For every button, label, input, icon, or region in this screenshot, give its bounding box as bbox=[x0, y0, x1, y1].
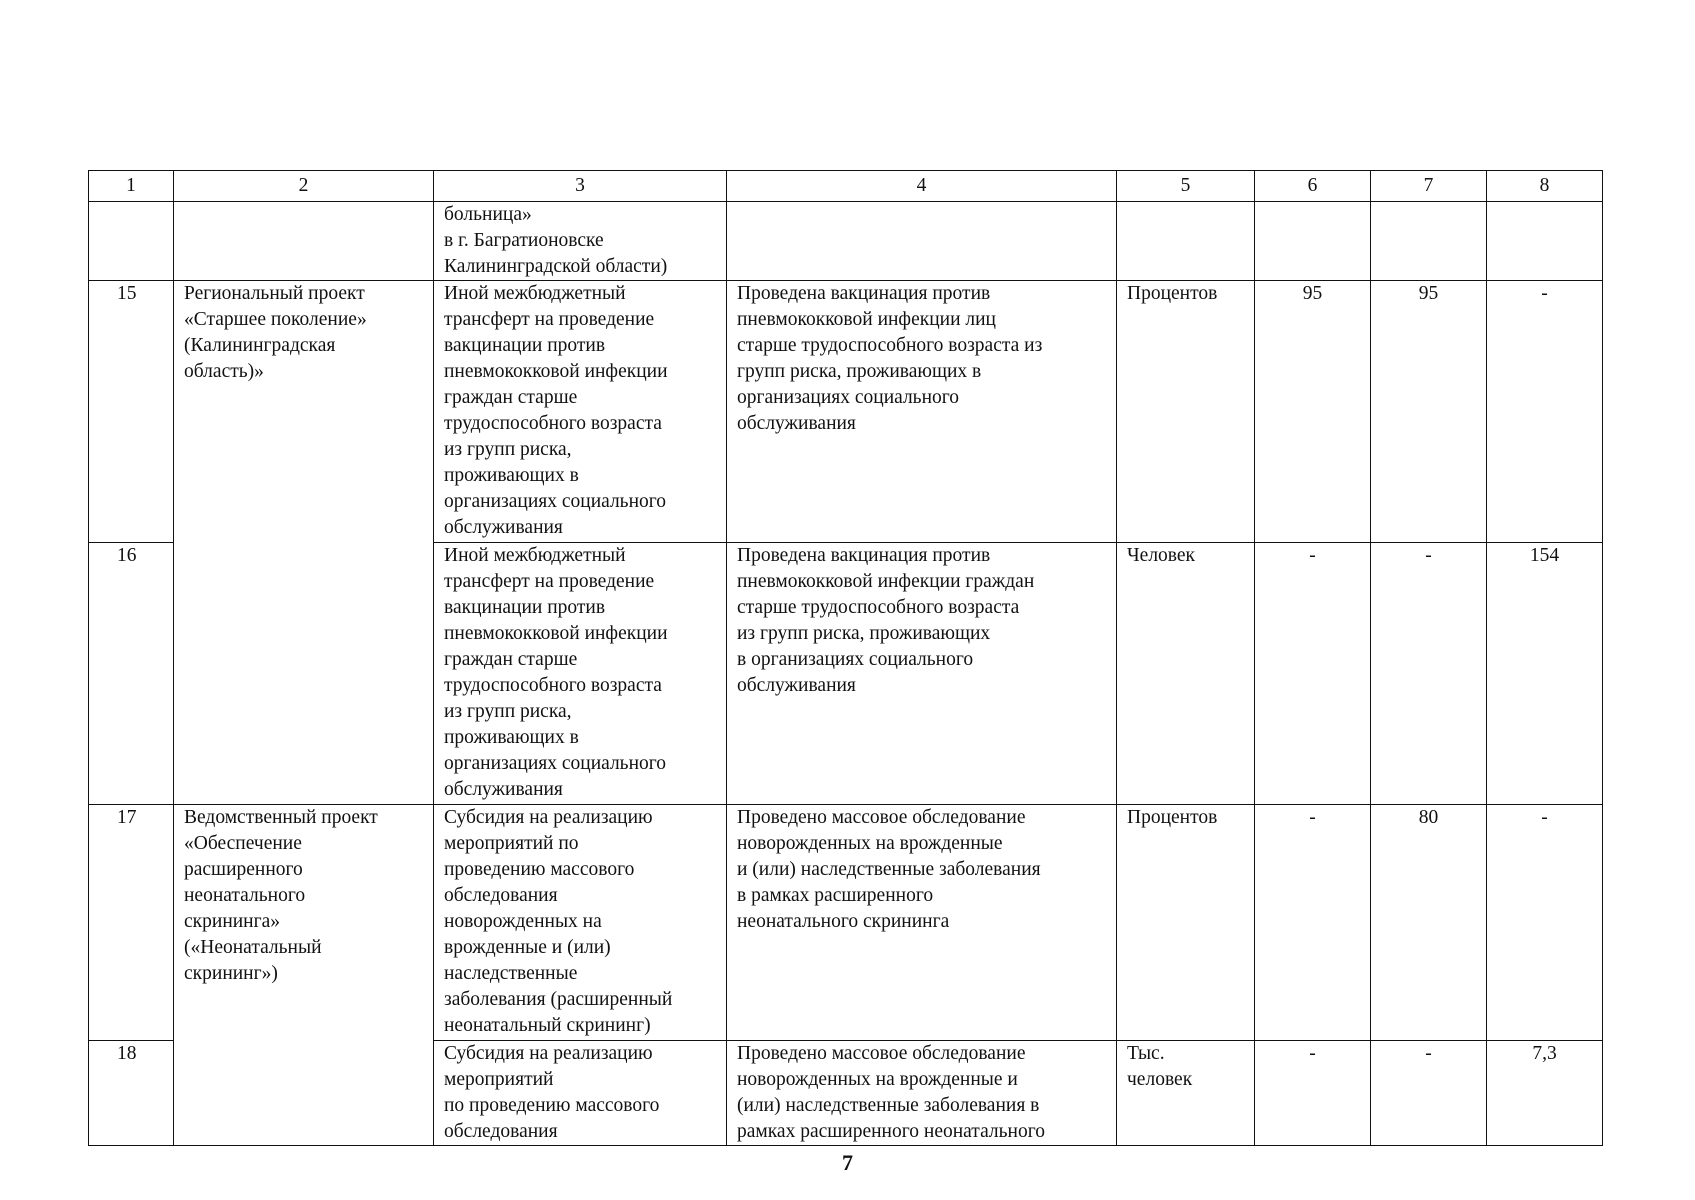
data-table bbox=[88, 170, 1603, 1146]
header-col-7: 7 bbox=[1371, 171, 1487, 202]
cell-value-8: - bbox=[1487, 281, 1603, 543]
page-number: 7 bbox=[842, 1150, 853, 1175]
cell-name: Иной межбюджетный трансферт на проведение вакцинации против пневмококковой инфекции граждан старше трудоспособного возраста из групп риска, проживающих в организациях социального обслуживания bbox=[434, 281, 727, 543]
header-col-6: 6 bbox=[1255, 171, 1371, 202]
cell-result: Проведено массовое обследование новорожденных на врожденные и (или) наследственные заболевания в рамках расширенного неонатального скрининга bbox=[727, 805, 1117, 1041]
cell-number: 18 bbox=[89, 1041, 174, 1146]
cell-value-8 bbox=[1487, 202, 1603, 281]
cell-unit: Тыс. человек bbox=[1117, 1041, 1255, 1146]
cell-name: Субсидия на реализацию мероприятий по проведению массового обследования bbox=[434, 1041, 727, 1146]
table-row bbox=[89, 805, 1603, 1041]
cell-value-7 bbox=[1371, 202, 1487, 281]
header-col-5: 5 bbox=[1117, 171, 1255, 202]
cell-number: 17 bbox=[89, 805, 174, 1041]
cell-value-6: 95 bbox=[1255, 281, 1371, 543]
cell-value-6: - bbox=[1255, 1041, 1371, 1146]
header-col-4: 4 bbox=[727, 171, 1117, 202]
cell-value-6: - bbox=[1255, 805, 1371, 1041]
header-col-3: 3 bbox=[434, 171, 727, 202]
cell-result bbox=[727, 202, 1117, 281]
cell-project bbox=[174, 202, 434, 281]
cell-name: Иной межбюджетный трансферт на проведение вакцинации против пневмококковой инфекции граждан старше трудоспособного возраста из групп риска, проживающих в организациях социального обслуживания bbox=[434, 543, 727, 805]
cell-value-7: - bbox=[1371, 543, 1487, 805]
header-col-8: 8 bbox=[1487, 171, 1603, 202]
cell-value-7: - bbox=[1371, 1041, 1487, 1146]
table-row bbox=[89, 281, 1603, 543]
cell-value-7: 95 bbox=[1371, 281, 1487, 543]
header-col-1: 1 bbox=[89, 171, 174, 202]
cell-result: Проведена вакцинация против пневмококковой инфекции лиц старше трудоспособного возраста из групп риска, проживающих в организациях социального обслуживания bbox=[727, 281, 1117, 543]
cell-value-8: 154 bbox=[1487, 543, 1603, 805]
cell-name: больница» в г. Багратионовске Калининградской области) bbox=[434, 202, 727, 281]
table-header-row bbox=[89, 171, 1603, 202]
cell-project: Региональный проект «Старшее поколение» (Калининградская область)» bbox=[174, 281, 434, 805]
cell-value-6: - bbox=[1255, 543, 1371, 805]
cell-unit: Человек bbox=[1117, 543, 1255, 805]
cell-number: 16 bbox=[89, 543, 174, 805]
cell-value-6 bbox=[1255, 202, 1371, 281]
cell-number bbox=[89, 202, 174, 281]
cell-name: Субсидия на реализацию мероприятий по проведению массового обследования новорожденных на врожденные и (или) наследственные заболевания (расширенный неонатальный скрининг) bbox=[434, 805, 727, 1041]
cell-unit: Процентов bbox=[1117, 281, 1255, 543]
cell-unit bbox=[1117, 202, 1255, 281]
table-row-continuation bbox=[89, 202, 1603, 281]
cell-project: Ведомственный проект «Обеспечение расширенного неонатального скрининга» («Неонатальный скрининг») bbox=[174, 805, 434, 1146]
header-col-2: 2 bbox=[174, 171, 434, 202]
cell-result: Проведена вакцинация против пневмококковой инфекции граждан старше трудоспособного возраста из групп риска, проживающих в организациях социального обслуживания bbox=[727, 543, 1117, 805]
cell-result: Проведено массовое обследование новорожденных на врожденные и (или) наследственные заболевания в рамках расширенного неонатального bbox=[727, 1041, 1117, 1146]
cell-value-8: 7,3 bbox=[1487, 1041, 1603, 1146]
cell-number: 15 bbox=[89, 281, 174, 543]
cell-value-8: - bbox=[1487, 805, 1603, 1041]
cell-unit: Процентов bbox=[1117, 805, 1255, 1041]
cell-value-7: 80 bbox=[1371, 805, 1487, 1041]
